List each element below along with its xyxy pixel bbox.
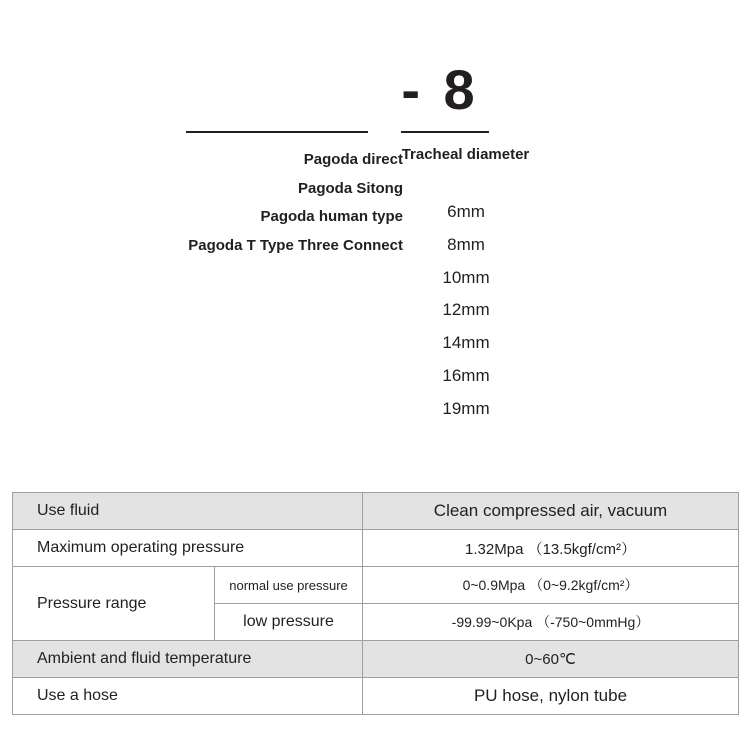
code-wrapper [380,56,500,124]
diameter-option-list [390,196,542,426]
diameter-option: 6mm [447,202,485,221]
spec-value: 0~0.9Mpa （0~9.2kgf/cm²） [363,567,739,604]
spec-label: Use a hose [13,678,363,715]
spec-value: Clean compressed air, vacuum [363,493,739,530]
spec-sublabel: normal use pressure [215,567,363,604]
specification-table [12,492,739,715]
table-row [13,493,739,530]
spec-label: Ambient and fluid temperature [13,641,363,678]
type-option: Pagoda human type [260,208,403,225]
type-option-list [60,146,403,260]
spec-label: Pressure range [13,567,215,641]
diameter-option: 16mm [442,365,490,385]
diameter-option: 19mm [442,398,490,418]
tracheal-diameter-label: Tracheal diameter [401,146,530,163]
table-row [13,678,739,715]
spec-label: Use fluid [13,493,363,530]
left-underline-bar [186,131,368,133]
spec-value: -99.99~0Kpa （-750~0mmHg） [363,604,739,641]
diameter-option: 8mm [447,234,485,254]
table-row [13,530,739,567]
type-option: Pagoda Sitong [298,179,403,197]
diameter-option: 14mm [442,333,490,353]
spec-label: Maximum operating pressure [13,530,363,567]
spec-value: PU hose, nylon tube [363,678,739,715]
part-code: - 8 [401,58,479,121]
type-option: Pagoda T Type Three Connect [188,236,403,254]
spec-value: 0~60℃ [363,641,739,678]
diameter-option: 12mm [442,300,490,320]
right-underline-bar [401,131,489,133]
type-option: Pagoda direct [303,151,403,168]
spec-sublabel: low pressure [215,604,363,641]
table-row [13,641,739,678]
diameter-option: 10mm [442,267,490,287]
table-row [13,567,739,604]
spec-value: 1.32Mpa （13.5kgf/cm²） [363,530,739,567]
